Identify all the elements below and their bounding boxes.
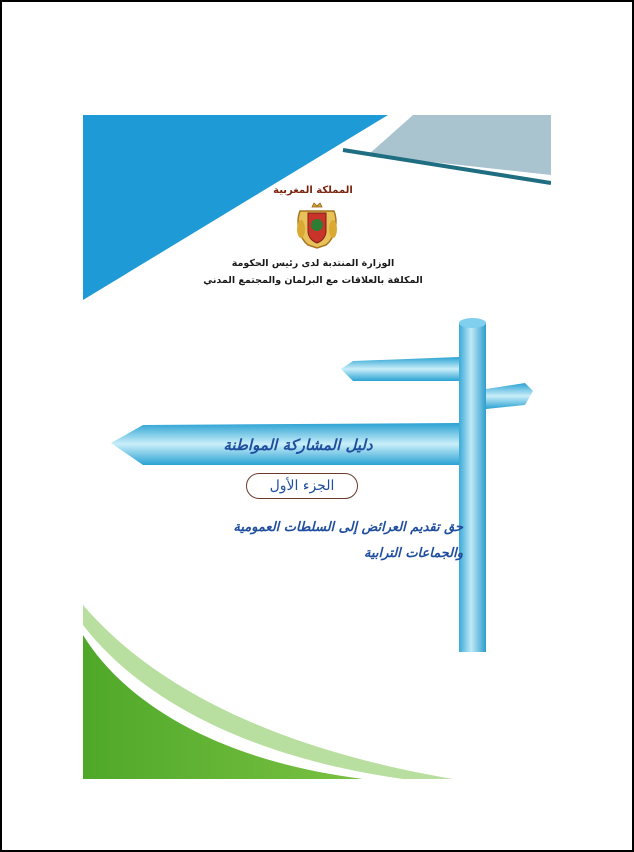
right-arrow-sign bbox=[486, 383, 533, 409]
ministry-line-1: الوزارة المنتدبة لدى رئيس الحكومة bbox=[231, 258, 395, 269]
subtitle-line-1: حق تقديم العرائض إلى السلطات العمومية bbox=[233, 520, 463, 535]
cover-page bbox=[83, 115, 551, 779]
pole-top bbox=[459, 318, 486, 328]
part-label: الجزء الأول bbox=[246, 473, 358, 499]
signpost-pole bbox=[459, 322, 486, 652]
upper-arrow-sign bbox=[341, 357, 459, 381]
royal-emblem-icon bbox=[294, 201, 340, 249]
guide-subtitle bbox=[163, 515, 463, 567]
kingdom-name: المملكة المغربية bbox=[273, 185, 353, 196]
ministry-line-2: المكلفة بالعلاقات مع البرلمان والمجتمع المدني bbox=[203, 275, 423, 286]
subtitle-line-2: والجماعات الترابية bbox=[364, 546, 463, 561]
guide-title: دليل المشاركة المواطنة bbox=[223, 436, 373, 454]
ministry-name bbox=[163, 255, 463, 289]
grey-band bbox=[368, 115, 551, 175]
